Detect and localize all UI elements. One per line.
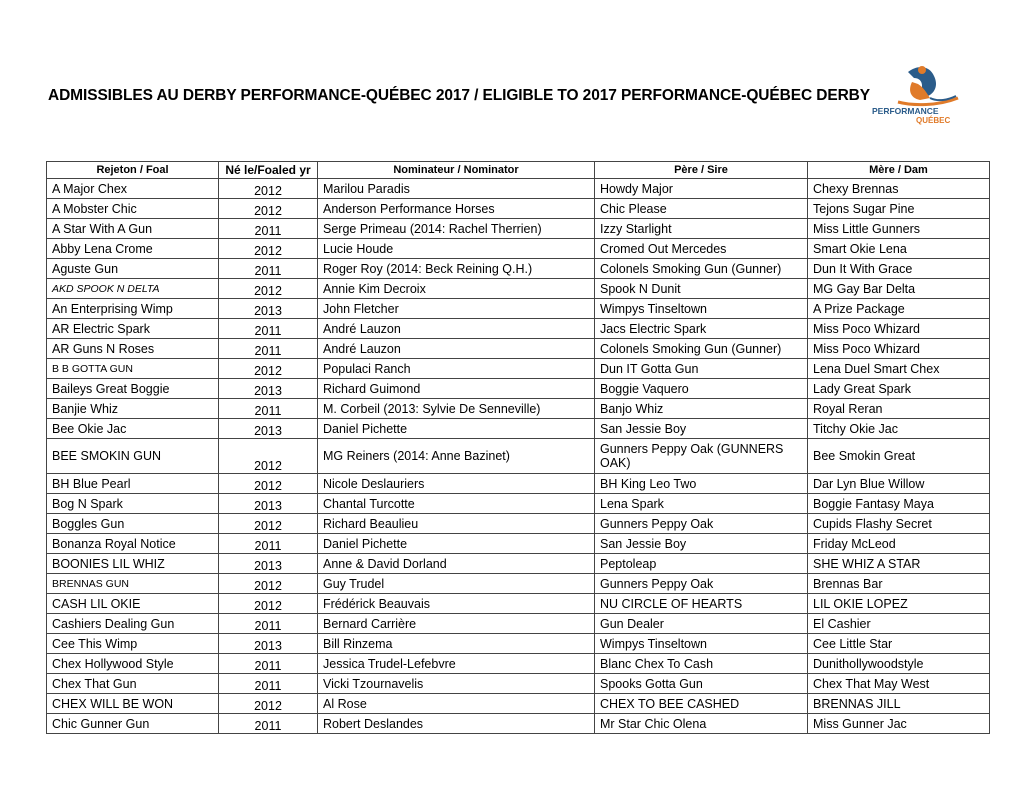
sire-cell: Jacs Electric Spark: [595, 319, 808, 339]
year-cell: 2013: [219, 299, 318, 319]
table-row: [47, 199, 990, 219]
table-row: [47, 379, 990, 399]
year-cell: 2013: [219, 419, 318, 439]
nominator-cell: Annie Kim Decroix: [318, 279, 595, 299]
year-cell: 2012: [219, 694, 318, 714]
table-row: [47, 359, 990, 379]
eligible-foals-table: [46, 161, 990, 734]
sire-cell: Cromed Out Mercedes: [595, 239, 808, 259]
foal-cell: Bonanza Royal Notice: [47, 534, 219, 554]
dam-cell: A Prize Package: [808, 299, 990, 319]
table-row: [47, 654, 990, 674]
year-cell: 2012: [219, 179, 318, 199]
nominator-cell: Jessica Trudel-Lefebvre: [318, 654, 595, 674]
foal-cell: Chic Gunner Gun: [47, 714, 219, 734]
sire-cell: Gunners Peppy Oak (GUNNERS OAK): [595, 439, 808, 474]
table-row: [47, 494, 990, 514]
table-row: [47, 534, 990, 554]
sire-cell: Izzy Starlight: [595, 219, 808, 239]
table-row: [47, 239, 990, 259]
foal-cell: Bog N Spark: [47, 494, 219, 514]
sire-cell: Boggie Vaquero: [595, 379, 808, 399]
table-header-row: [47, 162, 990, 179]
nominator-cell: Chantal Turcotte: [318, 494, 595, 514]
table-row: [47, 674, 990, 694]
foal-cell: BRENNAS GUN: [47, 574, 219, 594]
nominator-cell: Daniel Pichette: [318, 534, 595, 554]
year-cell: 2013: [219, 379, 318, 399]
dam-cell: Smart Okie Lena: [808, 239, 990, 259]
nominator-cell: Anderson Performance Horses: [318, 199, 595, 219]
foal-cell: Cashiers Dealing Gun: [47, 614, 219, 634]
dam-cell: BRENNAS JILL: [808, 694, 990, 714]
year-cell: 2013: [219, 554, 318, 574]
sire-cell: Spooks Gotta Gun: [595, 674, 808, 694]
foal-cell: Bee Okie Jac: [47, 419, 219, 439]
nominator-cell: John Fletcher: [318, 299, 595, 319]
nominator-cell: Nicole Deslauriers: [318, 474, 595, 494]
table-row: [47, 219, 990, 239]
table-row: [47, 279, 990, 299]
foal-cell: Chex That Gun: [47, 674, 219, 694]
nominator-cell: M. Corbeil (2013: Sylvie De Senneville): [318, 399, 595, 419]
year-cell: 2012: [219, 439, 318, 474]
foal-cell: A Mobster Chic: [47, 199, 219, 219]
year-cell: 2011: [219, 714, 318, 734]
dam-cell: Friday McLeod: [808, 534, 990, 554]
year-cell: 2011: [219, 319, 318, 339]
nominator-cell: Vicki Tzournavelis: [318, 674, 595, 694]
table-row: [47, 514, 990, 534]
sire-cell: Dun IT Gotta Gun: [595, 359, 808, 379]
sire-cell: San Jessie Boy: [595, 419, 808, 439]
year-cell: 2012: [219, 474, 318, 494]
foal-cell: A Star With A Gun: [47, 219, 219, 239]
dam-cell: Bee Smokin Great: [808, 439, 990, 474]
dam-cell: Cupids Flashy Secret: [808, 514, 990, 534]
nominator-cell: Richard Guimond: [318, 379, 595, 399]
dam-cell: Miss Gunner Jac: [808, 714, 990, 734]
foal-cell: CASH LIL OKIE: [47, 594, 219, 614]
table-row: [47, 634, 990, 654]
dam-cell: Dun It With Grace: [808, 259, 990, 279]
foal-cell: Banjie Whiz: [47, 399, 219, 419]
nominator-cell: Guy Trudel: [318, 574, 595, 594]
foal-cell: AKD SPOOK N DELTA: [47, 279, 219, 299]
document-title: ADMISSIBLES AU DERBY PERFORMANCE-QUÉBEC 2017 / ELIGIBLE TO 2017 PERFORMANCE-QUÉBEC DERBY: [48, 87, 871, 104]
header-year: Né le/Foaled yr: [219, 162, 318, 179]
dam-cell: Dar Lyn Blue Willow: [808, 474, 990, 494]
sire-cell: Wimpys Tinseltown: [595, 299, 808, 319]
sire-cell: Blanc Chex To Cash: [595, 654, 808, 674]
foal-cell: Boggles Gun: [47, 514, 219, 534]
table-row: [47, 474, 990, 494]
header-sire: Père / Sire: [595, 162, 808, 179]
year-cell: 2012: [219, 574, 318, 594]
foal-cell: Cee This Wimp: [47, 634, 219, 654]
nominator-cell: Serge Primeau (2014: Rachel Therrien): [318, 219, 595, 239]
year-cell: 2012: [219, 514, 318, 534]
header-dam: Mère / Dam: [808, 162, 990, 179]
nominator-cell: Frédérick Beauvais: [318, 594, 595, 614]
dam-cell: Titchy Okie Jac: [808, 419, 990, 439]
table-row: [47, 399, 990, 419]
sire-cell: BH King Leo Two: [595, 474, 808, 494]
nominator-cell: André Lauzon: [318, 319, 595, 339]
sire-cell: Lena Spark: [595, 494, 808, 514]
table-row: [47, 574, 990, 594]
dam-cell: Cee Little Star: [808, 634, 990, 654]
nominator-cell: André Lauzon: [318, 339, 595, 359]
header-foal: Rejeton / Foal: [47, 162, 219, 179]
foal-cell: Baileys Great Boggie: [47, 379, 219, 399]
dam-cell: Tejons Sugar Pine: [808, 199, 990, 219]
table-row: [47, 419, 990, 439]
svg-text:QUÉBEC: QUÉBEC: [916, 116, 951, 125]
dam-cell: Miss Poco Whizard: [808, 319, 990, 339]
nominator-cell: Bernard Carrière: [318, 614, 595, 634]
dam-cell: Lady Great Spark: [808, 379, 990, 399]
sire-cell: CHEX TO BEE CASHED: [595, 694, 808, 714]
year-cell: 2012: [219, 594, 318, 614]
sire-cell: San Jessie Boy: [595, 534, 808, 554]
foal-cell: An Enterprising Wimp: [47, 299, 219, 319]
sire-cell: Gunners Peppy Oak: [595, 514, 808, 534]
year-cell: 2013: [219, 634, 318, 654]
nominator-cell: Anne & David Dorland: [318, 554, 595, 574]
year-cell: 2011: [219, 219, 318, 239]
year-cell: 2011: [219, 339, 318, 359]
dam-cell: LIL OKIE LOPEZ: [808, 594, 990, 614]
sire-cell: Wimpys Tinseltown: [595, 634, 808, 654]
dam-cell: Boggie Fantasy Maya: [808, 494, 990, 514]
dam-cell: Dunithollywoodstyle: [808, 654, 990, 674]
dam-cell: Chex That May West: [808, 674, 990, 694]
year-cell: 2011: [219, 674, 318, 694]
nominator-cell: Roger Roy (2014: Beck Reining Q.H.): [318, 259, 595, 279]
performance-quebec-logo: [868, 62, 964, 128]
sire-cell: Howdy Major: [595, 179, 808, 199]
foal-cell: Chex Hollywood Style: [47, 654, 219, 674]
nominator-cell: Richard Beaulieu: [318, 514, 595, 534]
table-row: [47, 554, 990, 574]
table-row: [47, 299, 990, 319]
svg-text:PERFORMANCE: PERFORMANCE: [872, 106, 939, 116]
year-cell: 2013: [219, 494, 318, 514]
sire-cell: Peptoleap: [595, 554, 808, 574]
nominator-cell: MG Reiners (2014: Anne Bazinet): [318, 439, 595, 474]
table-row: [47, 259, 990, 279]
foal-cell: B B GOTTA GUN: [47, 359, 219, 379]
sire-cell: Chic Please: [595, 199, 808, 219]
dam-cell: MG Gay Bar Delta: [808, 279, 990, 299]
year-cell: 2011: [219, 259, 318, 279]
table-row: [47, 714, 990, 734]
foal-cell: BEE SMOKIN GUN: [47, 439, 219, 474]
year-cell: 2011: [219, 654, 318, 674]
sire-cell: Colonels Smoking Gun (Gunner): [595, 259, 808, 279]
year-cell: 2012: [219, 359, 318, 379]
nominator-cell: Lucie Houde: [318, 239, 595, 259]
foal-cell: Abby Lena Crome: [47, 239, 219, 259]
nominator-cell: Marilou Paradis: [318, 179, 595, 199]
nominator-cell: Robert Deslandes: [318, 714, 595, 734]
sire-cell: Colonels Smoking Gun (Gunner): [595, 339, 808, 359]
nominator-cell: Bill Rinzema: [318, 634, 595, 654]
sire-cell: Spook N Dunit: [595, 279, 808, 299]
dam-cell: SHE WHIZ A STAR: [808, 554, 990, 574]
horse-rider-logo-icon: [898, 66, 958, 105]
year-cell: 2012: [219, 279, 318, 299]
table-row: [47, 439, 990, 474]
sire-cell: Banjo Whiz: [595, 399, 808, 419]
foal-cell: Aguste Gun: [47, 259, 219, 279]
sire-cell: Mr Star Chic Olena: [595, 714, 808, 734]
foal-cell: A Major Chex: [47, 179, 219, 199]
dam-cell: Chexy Brennas: [808, 179, 990, 199]
dam-cell: Lena Duel Smart Chex: [808, 359, 990, 379]
foal-cell: AR Guns N Roses: [47, 339, 219, 359]
nominator-cell: Daniel Pichette: [318, 419, 595, 439]
dam-cell: Brennas Bar: [808, 574, 990, 594]
year-cell: 2011: [219, 399, 318, 419]
year-cell: 2012: [219, 199, 318, 219]
table-row: [47, 614, 990, 634]
dam-cell: Miss Little Gunners: [808, 219, 990, 239]
table-row: [47, 594, 990, 614]
foal-cell: CHEX WILL BE WON: [47, 694, 219, 714]
table-row: [47, 339, 990, 359]
nominator-cell: Al Rose: [318, 694, 595, 714]
sire-cell: Gunners Peppy Oak: [595, 574, 808, 594]
table-row: [47, 694, 990, 714]
table-row: [47, 319, 990, 339]
header-nominator: Nominateur / Nominator: [318, 162, 595, 179]
year-cell: 2011: [219, 534, 318, 554]
nominator-cell: Populaci Ranch: [318, 359, 595, 379]
sire-cell: Gun Dealer: [595, 614, 808, 634]
year-cell: 2011: [219, 614, 318, 634]
foal-cell: BOONIES LIL WHIZ: [47, 554, 219, 574]
year-cell: 2012: [219, 239, 318, 259]
dam-cell: Miss Poco Whizard: [808, 339, 990, 359]
foal-cell: BH Blue Pearl: [47, 474, 219, 494]
sire-cell: NU CIRCLE OF HEARTS: [595, 594, 808, 614]
table-row: [47, 179, 990, 199]
dam-cell: Royal Reran: [808, 399, 990, 419]
dam-cell: El Cashier: [808, 614, 990, 634]
foal-cell: AR Electric Spark: [47, 319, 219, 339]
